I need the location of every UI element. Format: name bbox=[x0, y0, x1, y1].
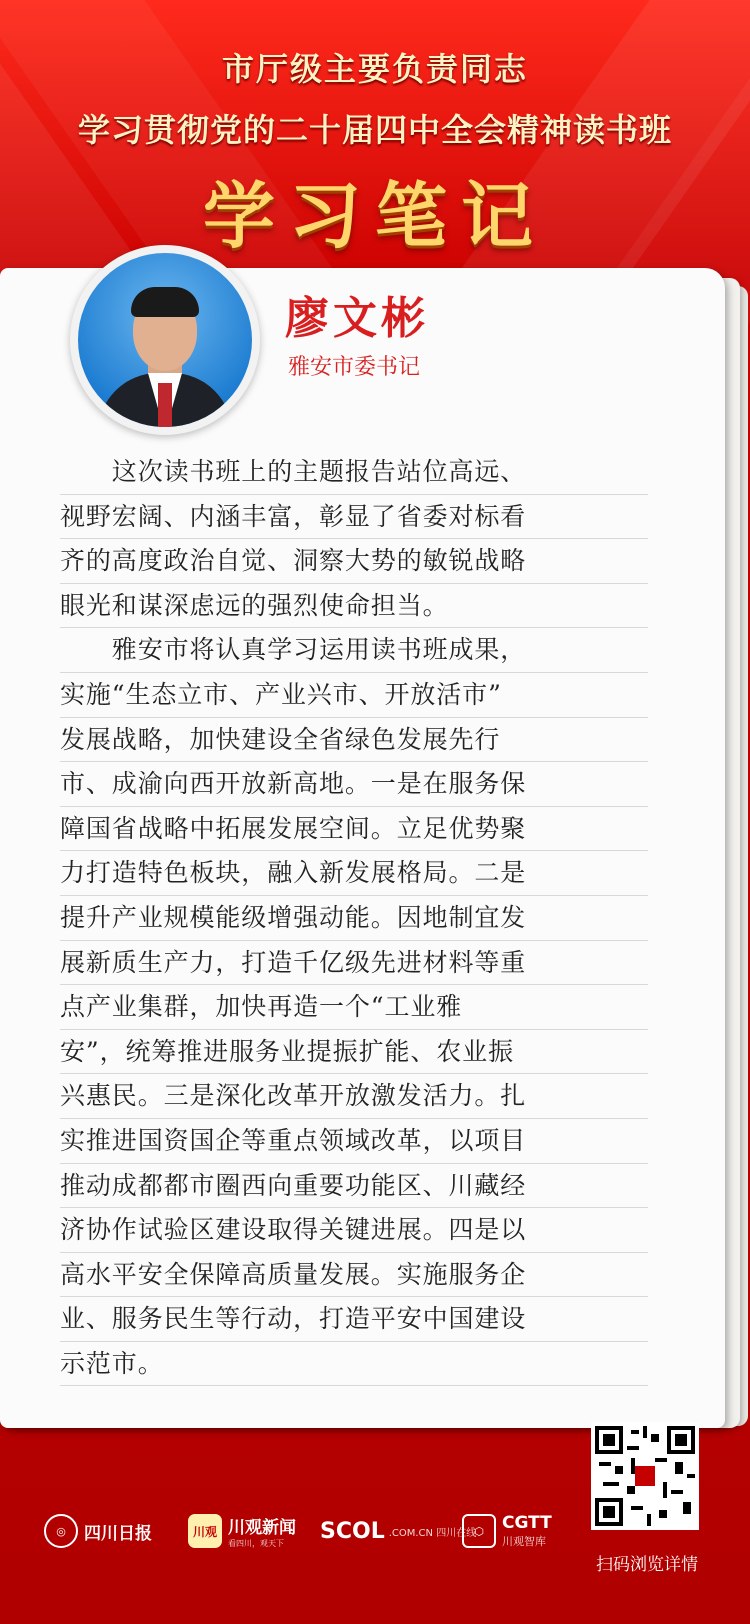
text-line: 高水平安全保障高质量发展。实施服务企 bbox=[60, 1253, 648, 1298]
cgtt-sub: 川观智库 bbox=[502, 1535, 546, 1548]
cgtt-logo[interactable] bbox=[462, 1512, 552, 1550]
cgtt-icon: ⬡ bbox=[462, 1514, 496, 1548]
text-line: 齐的高度政治自觉、洞察大势的敏锐战略 bbox=[60, 539, 648, 584]
article-body bbox=[60, 450, 648, 1386]
text-line: 力打造特色板块，融入新发展格局。二是 bbox=[60, 851, 648, 896]
chuanguan-label: 川观新闻 bbox=[228, 1518, 296, 1538]
text-line: 视野宏阔、内涵丰富，彰显了省委对标看 bbox=[60, 495, 648, 540]
text-line: 这次读书班上的主题报告站位高远、 bbox=[60, 450, 648, 495]
text-line: 兴惠民。三是深化改革开放激发活力。扎 bbox=[60, 1074, 648, 1119]
text-line: 展新质生产力，打造千亿级先进材料等重 bbox=[60, 941, 648, 986]
chuanguan-icon: 川观 bbox=[188, 1514, 222, 1548]
chuanguan-news-logo[interactable] bbox=[188, 1512, 296, 1550]
text-line: 推动成都都市圈西向重要功能区、川藏经 bbox=[60, 1164, 648, 1209]
qr-label: 扫码浏览详情 bbox=[596, 1555, 698, 1575]
sichuan-daily-icon: ◎ bbox=[44, 1514, 78, 1548]
text-line: 实施“生态立市、产业兴市、开放活市” bbox=[60, 673, 648, 718]
cgtt-label: CGTT bbox=[502, 1513, 552, 1533]
qr-code-icon bbox=[595, 1426, 695, 1526]
text-line: 济协作试验区建设取得关键进展。四是以 bbox=[60, 1208, 648, 1253]
page-title: 学习笔记 bbox=[202, 173, 547, 258]
person-name: 廖文彬 bbox=[285, 293, 429, 344]
text-line: 业、服务民生等行动，打造平安中国建设 bbox=[60, 1297, 648, 1342]
sichuan-daily-label: 四川日报 bbox=[84, 1523, 152, 1544]
scol-sub: .COM.CN 四川在线 bbox=[388, 1527, 477, 1539]
scol-label: SCOL bbox=[320, 1518, 385, 1544]
text-line: 雅安市将认真学习运用读书班成果， bbox=[60, 628, 648, 673]
text-line: 安”，统筹推进服务业提振扩能、农业振 bbox=[60, 1030, 648, 1075]
person-title: 雅安市委书记 bbox=[288, 355, 421, 380]
scol-logo[interactable] bbox=[320, 1512, 476, 1550]
text-line: 示范市。 bbox=[60, 1342, 648, 1387]
text-line: 发展战略，加快建设全省绿色发展先行 bbox=[60, 718, 648, 763]
avatar bbox=[70, 245, 260, 435]
text-line: 障国省战略中拓展发展空间。立足优势聚 bbox=[60, 807, 648, 852]
sichuan-daily-logo[interactable] bbox=[44, 1512, 152, 1550]
text-line: 点产业集群，加快再造一个“工业雅 bbox=[60, 985, 648, 1030]
text-line: 提升产业规模能级增强动能。因地制宜发 bbox=[60, 896, 648, 941]
text-line: 实推进国资国企等重点领域改革，以项目 bbox=[60, 1119, 648, 1164]
qr-code[interactable] bbox=[591, 1422, 699, 1530]
chuanguan-slogan: 看四川，观天下 bbox=[228, 1539, 284, 1548]
header-line-2: 学习贯彻党的二十届四中全会精神读书班 bbox=[77, 111, 672, 149]
text-line: 眼光和谋深虑远的强烈使命担当。 bbox=[60, 584, 648, 629]
text-line: 市、成渝向西开放新高地。一是在服务保 bbox=[60, 762, 648, 807]
header-line-1: 市厅级主要负责同志 bbox=[221, 50, 528, 88]
